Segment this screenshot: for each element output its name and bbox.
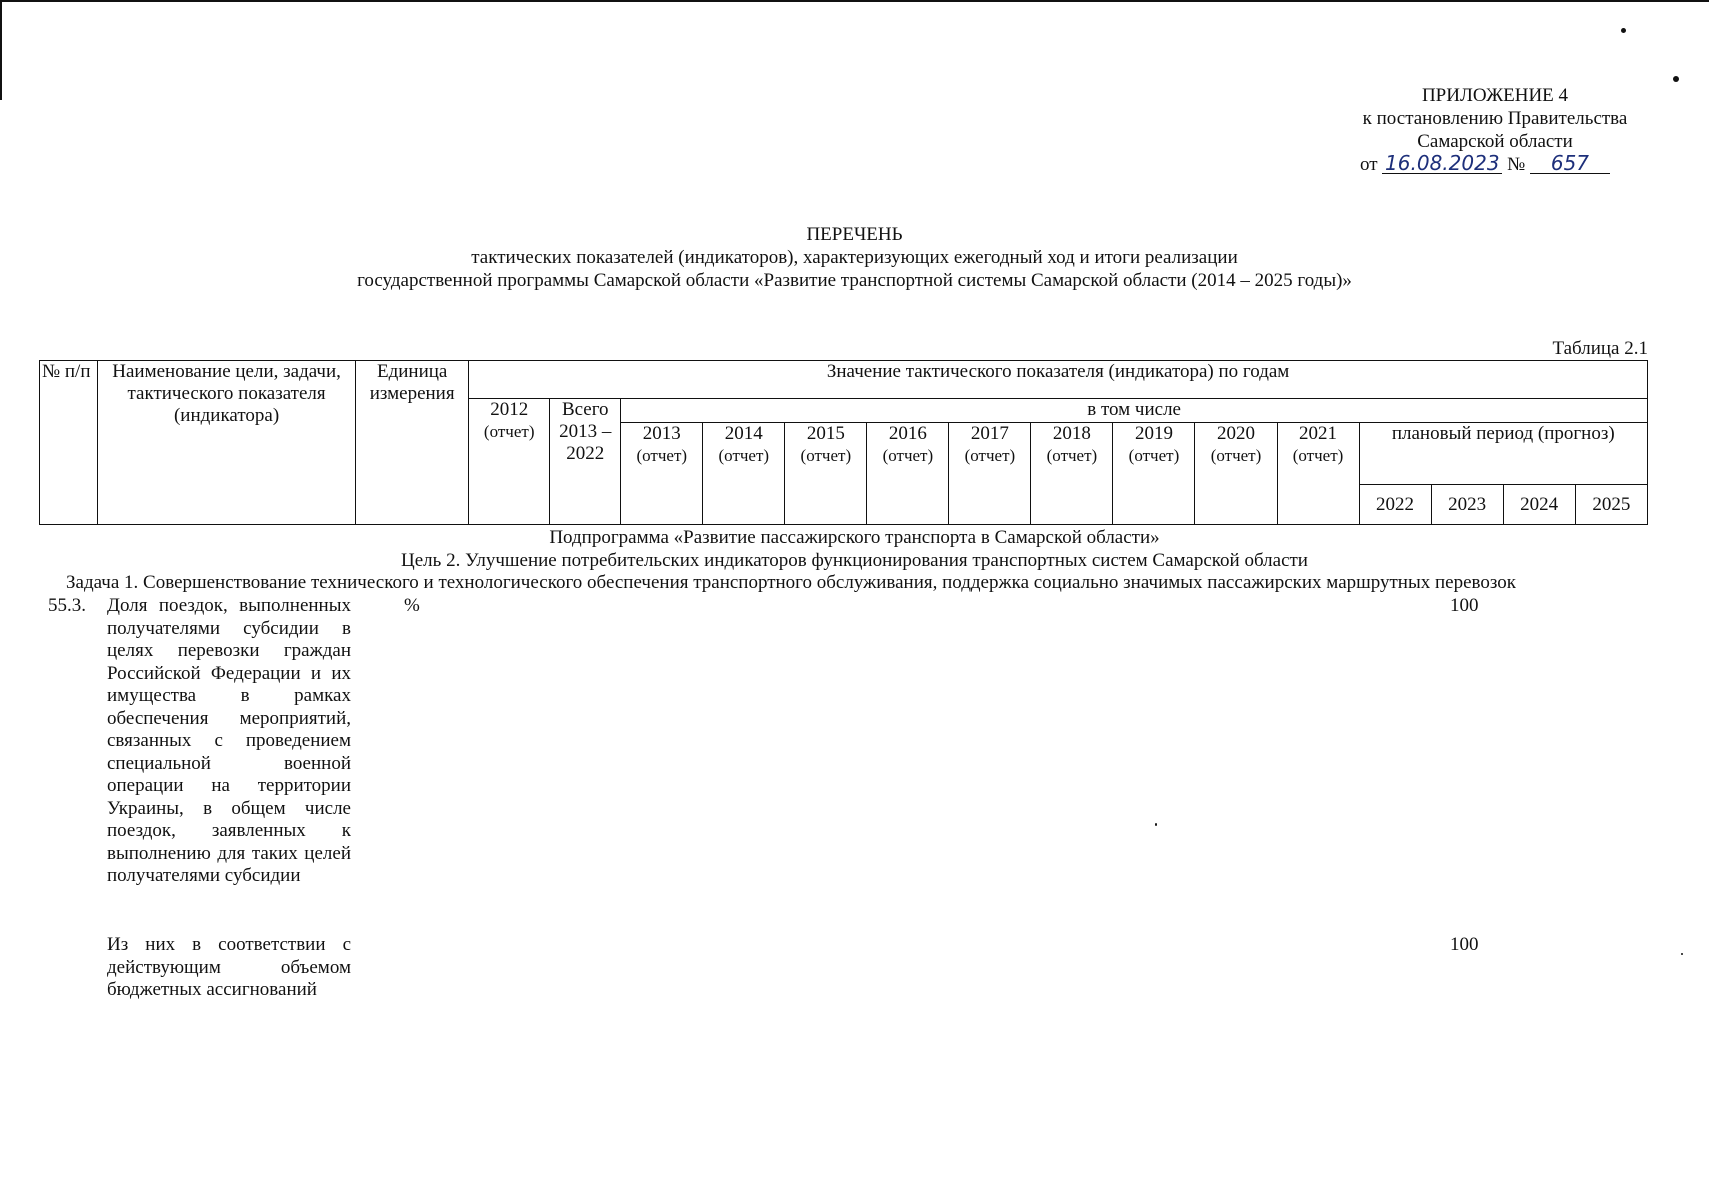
indicator-value-2022: 100	[1450, 595, 1479, 616]
header-year-2013: 2013 (отчет)	[621, 423, 703, 525]
scan-top-border	[0, 0, 1709, 2]
scan-speck	[1621, 28, 1626, 33]
sub-indicator-name: Из них в соответствии с действующим объемом бюджетных ассигнований	[107, 934, 351, 1000]
task-heading: Задача 1. Совершенствование технического и технологического обеспечения транспортного обслуживания, поддержка социально значимых пассажирских маршрутных перевозок	[66, 572, 1516, 593]
scan-left-border	[0, 0, 2, 100]
subprogram-heading: Подпрограмма «Развитие пассажирского транспорта в Самарской области»	[549, 527, 1160, 548]
document-subtitle-2: государственной программы Самарской области «Развитие транспортной системы Самарской области (2014 – 2025 годы)»	[357, 270, 1352, 291]
appendix-block	[1330, 84, 1660, 176]
header-plan-2025: 2025	[1575, 485, 1647, 525]
row-number: 55.3.	[48, 595, 86, 616]
header-col-unit: Единица измерения	[356, 361, 469, 525]
header-year-2019: 2019 (отчет)	[1113, 423, 1195, 525]
indicator-name: Доля поездок, выполненных получателями субсидии в целях перевозки граждан Российской Федерации и их имущества в рамках обеспечения мероприятий, связанных с проведением специальной военной операции на территории Украины, в общем числе поездок, заявленных к выполнению для таких целей получателями субсидии	[107, 595, 351, 886]
header-year-2012: 2012 (отчет)	[469, 399, 550, 525]
appendix-line-1: к постановлению Правительства	[1362, 108, 1628, 129]
header-year-2017: 2017 (отчет)	[949, 423, 1031, 525]
header-plan-2022: 2022	[1359, 485, 1431, 525]
scan-speck	[1681, 953, 1683, 955]
sub-indicator-value-2022: 100	[1450, 934, 1479, 955]
header-year-2021: 2021 (отчет)	[1277, 423, 1359, 525]
indicator-unit: %	[404, 595, 420, 616]
header-col-num: № п/п	[40, 361, 98, 525]
header-including: в том числе	[621, 399, 1648, 423]
document-title: ПЕРЕЧЕНЬ	[806, 224, 903, 245]
header-col-name: Наименование цели, задачи, тактического показателя (индикатора)	[98, 361, 356, 525]
header-year-2015: 2015 (отчет)	[785, 423, 867, 525]
appendix-title: ПРИЛОЖЕНИЕ 4	[1421, 85, 1569, 106]
header-plan-2024: 2024	[1503, 485, 1575, 525]
header-plan-2023: 2023	[1431, 485, 1503, 525]
header-col-values: Значение тактического показателя (индикатора) по годам	[469, 361, 1648, 399]
handwritten-number: 657	[1530, 153, 1610, 174]
table-number: Таблица 2.1	[1552, 338, 1648, 359]
appendix-date-row	[1330, 153, 1660, 176]
header-year-2016: 2016 (отчет)	[867, 423, 949, 525]
header-total: Всего 2013 – 2022	[550, 399, 621, 525]
header-year-2014: 2014 (отчет)	[703, 423, 785, 525]
header-plan-period: плановый период (прогноз)	[1359, 423, 1647, 485]
scan-speck	[1673, 76, 1679, 82]
header-year-2020: 2020 (отчет)	[1195, 423, 1277, 525]
header-year-2018: 2018 (отчет)	[1031, 423, 1113, 525]
appendix-line-2: Самарской области	[1417, 131, 1573, 152]
date-prefix: от	[1360, 154, 1378, 175]
goal-heading: Цель 2. Улучшение потребительских индикаторов функционирования транспортных систем Самарской области	[401, 550, 1308, 571]
handwritten-date: 16.08.2023	[1382, 153, 1502, 174]
document-subtitle-1: тактических показателей (индикаторов), характеризующих ежегодный ход и итоги реализации	[471, 247, 1238, 268]
indicator-table-header	[39, 360, 1648, 525]
scan-speck	[1155, 823, 1157, 826]
number-prefix: №	[1507, 154, 1526, 175]
